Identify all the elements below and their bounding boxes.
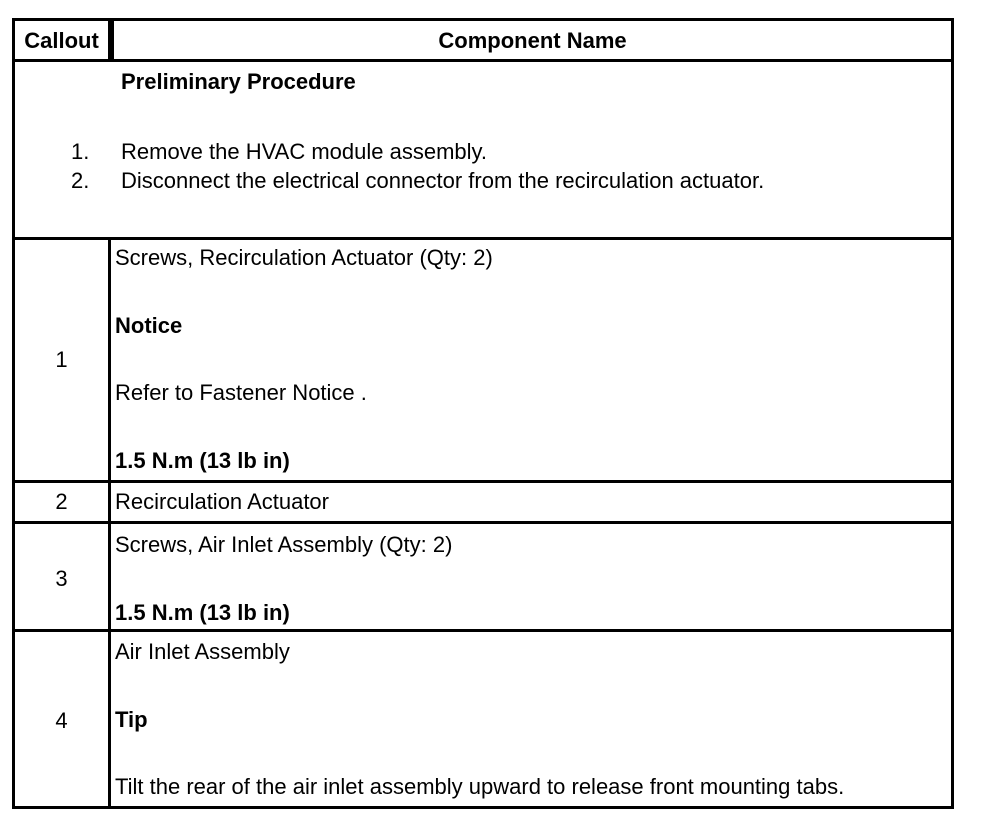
callout-cell — [12, 524, 111, 632]
callout-number: 1 — [55, 347, 68, 372]
header-component-name: Component Name — [438, 28, 627, 53]
callout-number: 4 — [55, 708, 68, 733]
component-name: Air Inlet Assembly — [115, 639, 290, 664]
torque-spec: 1.5 N.m (13 lb in) — [115, 448, 290, 473]
step-text: Remove the HVAC module assembly. — [121, 139, 487, 164]
table-row — [12, 632, 954, 809]
tip-text: Tilt the rear of the air inlet assembly upward to release front mounting tabs. — [115, 774, 845, 799]
table-header-row — [12, 18, 954, 62]
table-row — [12, 240, 954, 483]
table-row — [12, 483, 954, 524]
callout-cell — [12, 632, 111, 809]
component-cell — [111, 240, 954, 483]
callout-number: 3 — [55, 566, 68, 591]
component-name: Recirculation Actuator — [115, 489, 329, 514]
callout-cell — [12, 483, 111, 524]
step-text: Disconnect the electrical connector from the recirculation actuator. — [121, 168, 765, 193]
tip-title: Tip — [115, 707, 148, 732]
callout-number: 2 — [55, 489, 68, 514]
header-component-cell — [111, 18, 954, 62]
notice-text: Refer to Fastener Notice . — [115, 380, 367, 405]
component-cell — [111, 524, 954, 632]
preliminary-procedure-row — [12, 62, 954, 240]
torque-spec: 1.5 N.m (13 lb in) — [115, 600, 290, 625]
component-cell — [111, 632, 954, 809]
header-callout-cell — [12, 18, 111, 62]
callout-cell — [12, 240, 111, 483]
step-number: 1. — [71, 139, 90, 164]
header-callout: Callout — [24, 28, 99, 53]
component-cell — [111, 483, 954, 524]
preliminary-title: Preliminary Procedure — [121, 69, 356, 94]
table-row — [12, 524, 954, 632]
component-name: Screws, Recirculation Actuator (Qty: 2) — [115, 245, 493, 270]
component-name: Screws, Air Inlet Assembly (Qty: 2) — [115, 532, 453, 557]
notice-title: Notice — [115, 313, 183, 338]
step-number: 2. — [71, 168, 90, 193]
